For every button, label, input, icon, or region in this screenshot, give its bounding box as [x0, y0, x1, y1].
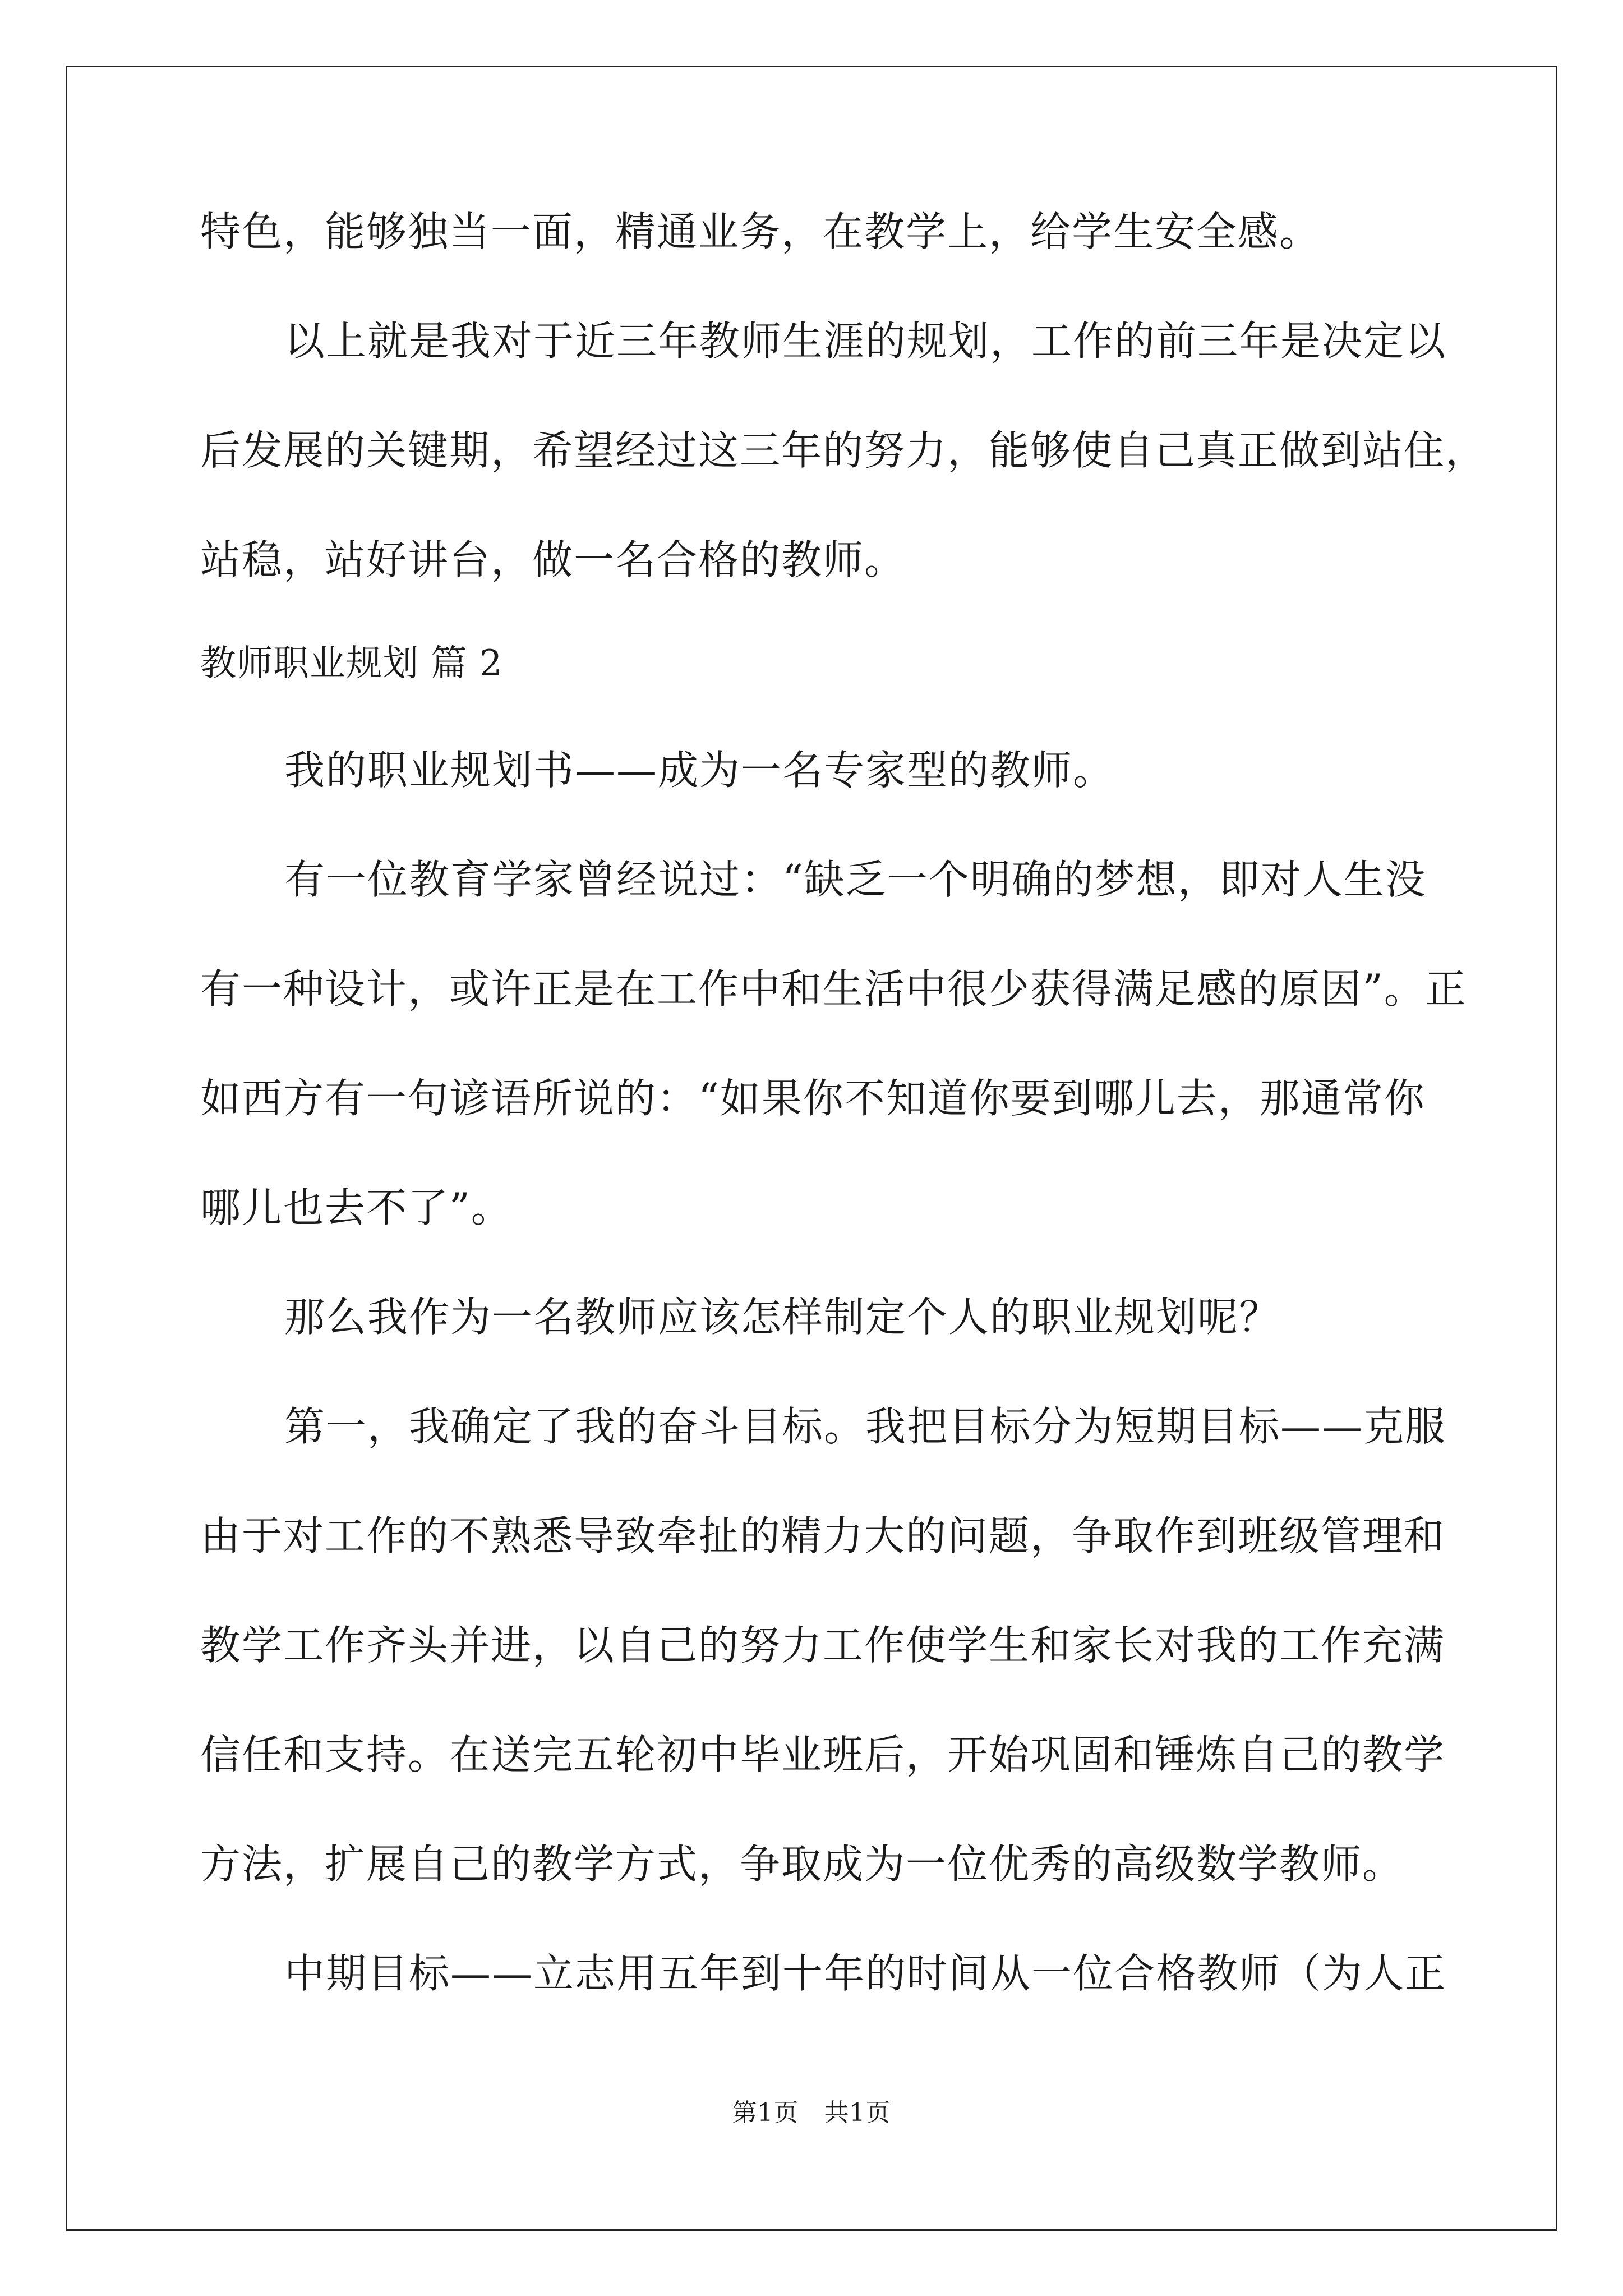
- paragraph-line: 那么我作为一名教师应该怎样制定个人的职业规划呢？: [284, 1294, 1281, 1341]
- paragraph-line: 第一，我确定了我的奋斗目标。我把目标分为短期目标——克服: [284, 1403, 1447, 1450]
- paragraph-line: 方法，扩展自己的教学方式，争取成为一位优秀的高级数学教师。: [200, 1841, 1404, 1888]
- page-border: [66, 66, 1557, 2231]
- paragraph-line: 站稳，站好讲台，做一名合格的教师。: [200, 536, 906, 583]
- section-heading: 教师职业规划 篇 2: [200, 643, 503, 684]
- paragraph-line: 哪儿也去不了”。: [200, 1184, 513, 1231]
- page-footer: 第1页 共1页: [732, 2099, 891, 2127]
- paragraph-line: 我的职业规划书——成为一名专家型的教师。: [284, 747, 1115, 794]
- paragraph-line: 教学工作齐头并进，以自己的努力工作使学生和家长对我的工作充满: [200, 1622, 1446, 1669]
- paragraph-line: 有一位教育学家曾经说过：“缺乏一个明确的梦想，即对人生没: [284, 856, 1427, 903]
- paragraph-line: 信任和支持。在送完五轮初中毕业班后，开始巩固和锤炼自己的教学: [200, 1731, 1446, 1778]
- paragraph-line: 以上就是我对于近三年教师生涯的规划，工作的前三年是决定以: [284, 318, 1447, 365]
- paragraph-line: 有一种设计，或许正是在工作中和生活中很少获得满足感的原因”。正: [200, 965, 1467, 1013]
- paragraph-line: 如西方有一句谚语所说的：“如果你不知道你要到哪儿去，那通常你: [200, 1075, 1426, 1122]
- paragraph-line: 后发展的关键期，希望经过这三年的努力，能够使自己真正做到站住，: [200, 427, 1487, 474]
- paragraph-line: 由于对工作的不熟悉导致牵扯的精力大的问题，争取作到班级管理和: [200, 1512, 1446, 1559]
- paragraph-line: 特色，能够独当一面，精通业务，在教学上，给学生安全感。: [200, 208, 1321, 255]
- paragraph-line: 中期目标——立志用五年到十年的时间从一位合格教师（为人正: [284, 1950, 1447, 1997]
